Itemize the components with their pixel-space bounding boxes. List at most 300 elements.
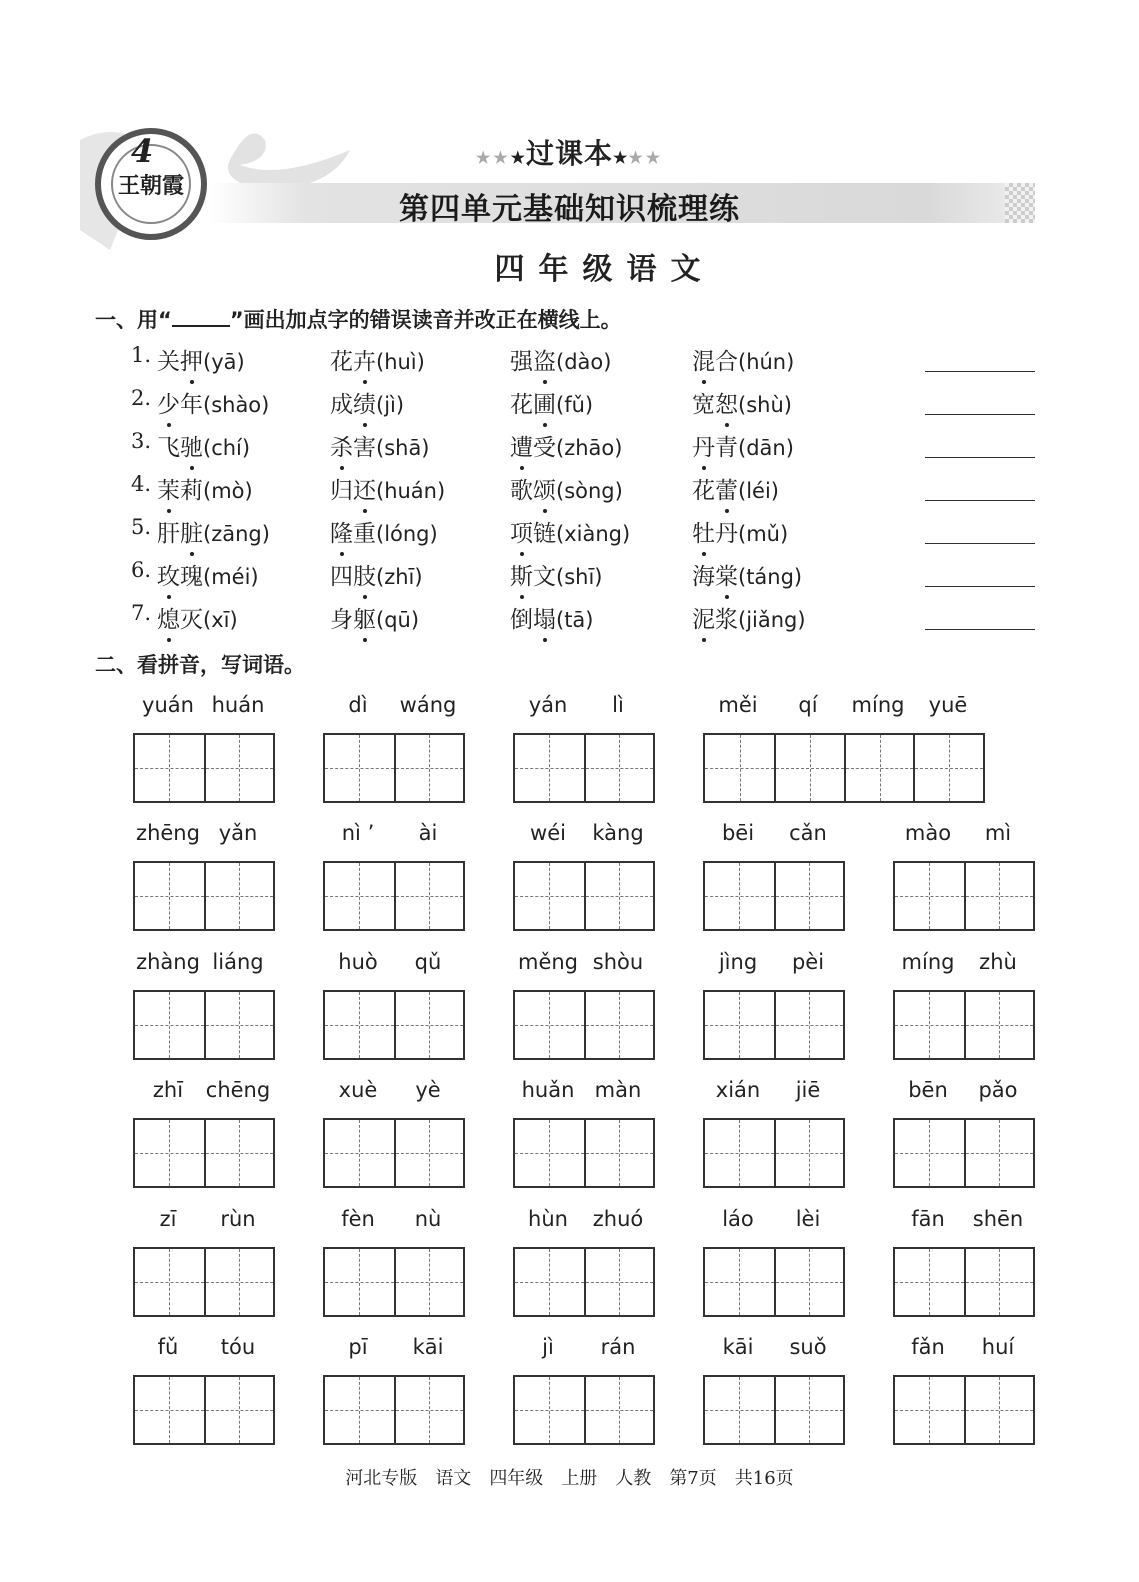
character: 年 [180,392,203,418]
pinyin-syllable: zhēng [136,821,200,846]
pinyin: (yā) [203,350,245,374]
word-item [692,343,794,376]
pinyin-syllable: kāi [722,1335,754,1359]
answer-line[interactable] [925,457,1035,458]
writing-cell[interactable] [325,863,394,929]
writing-grid [513,990,655,1060]
character: 强 [510,349,533,375]
dotted-character: 隆 [330,515,353,548]
writing-cell[interactable] [964,1377,1033,1443]
answer-line[interactable] [925,586,1035,587]
word-item [330,429,430,462]
writing-grid [513,1247,655,1317]
writing-cell[interactable] [705,735,774,801]
pinyin-syllable: chēng [205,1078,271,1103]
writing-grid [703,1375,845,1445]
pinyin-syllable: jìng [718,949,758,974]
writing-grid [893,1118,1035,1188]
writing-cell[interactable] [584,1377,653,1443]
pinyin-label [703,1078,843,1102]
star-icon: ★ [613,148,629,167]
dotted-character: 斯 [510,558,533,591]
pinyin: (táng) [738,565,803,589]
pinyin-syllable: yuán [142,693,194,717]
answer-line[interactable] [925,414,1035,415]
writing-cell[interactable] [515,1249,584,1315]
answer-line[interactable] [925,371,1035,372]
pinyin-label [133,1335,273,1359]
writing-cell[interactable] [394,1377,463,1443]
writing-cell[interactable] [964,1120,1033,1186]
word-item [157,515,270,548]
character: 灭 [180,607,203,633]
writing-cell[interactable] [204,1377,273,1443]
character: 花 [692,478,715,504]
writing-grid [323,733,465,803]
pinyin-syllable: láo [722,1206,754,1231]
pinyin: (shào) [203,393,270,417]
pinyin-syllable: měi [718,693,758,717]
writing-cell[interactable] [515,735,584,801]
writing-grid [323,1375,465,1445]
answer-line[interactable] [925,543,1035,544]
answer-line[interactable] [925,629,1035,630]
heading-prefix: 一、用“ [95,308,172,332]
writing-cell[interactable] [895,1249,964,1315]
character: 文 [533,564,556,590]
writing-cell[interactable] [964,1249,1033,1315]
word-item [692,472,779,505]
pinyin-label [133,1207,273,1231]
pinyin-label [133,950,273,974]
pinyin: (dào) [556,350,612,374]
logo-text: 王朝霞 [111,144,191,224]
dotted-character: 肢 [353,558,376,591]
footer-item: 语文 [435,1468,472,1489]
character: 归 [330,478,353,504]
writing-grid [703,990,845,1060]
pinyin-label [893,1207,1033,1231]
word-item [330,386,404,419]
writing-cell[interactable] [325,1377,394,1443]
word-item [510,515,630,548]
pinyin: (xī) [203,608,238,632]
pinyin: (shù) [738,393,792,417]
writing-grid [323,1118,465,1188]
pinyin: (dān) [738,436,794,460]
writing-cell[interactable] [394,1249,463,1315]
pinyin: (tā) [556,608,594,632]
writing-grid [133,990,275,1060]
pinyin-syllable: huò [338,949,378,974]
dotted-character: 躯 [353,601,376,634]
footer-item: 四年级 [489,1468,544,1489]
star-icon: ★ [510,148,526,167]
pinyin-label [323,821,463,845]
writing-cell[interactable] [394,992,463,1058]
writing-cell[interactable] [394,863,463,929]
writing-cell[interactable] [774,735,844,801]
writing-cell[interactable] [135,863,204,929]
writing-cell[interactable] [584,992,653,1058]
pinyin-syllable: qǔ [414,949,442,974]
question-number: 3. [131,429,152,453]
dotted-character: 遭 [510,429,533,462]
dotted-character: 牡 [692,515,715,548]
word-item [510,472,623,505]
writing-cell[interactable] [515,1377,584,1443]
writing-cell[interactable] [705,863,774,929]
writing-grid [513,861,655,931]
character: 飞 [157,435,180,461]
pinyin: (mò) [203,479,253,503]
writing-cell[interactable] [895,1120,964,1186]
series-number: 4 [131,132,155,170]
word-item [330,601,419,634]
writing-cell[interactable] [135,992,204,1058]
pinyin-syllable: zhuó [592,1206,644,1231]
footer-item: 第7页 [669,1468,717,1489]
page-subtitle: 四年级语文 [494,252,715,287]
dotted-character: 塌 [533,601,556,634]
pinyin: (hún) [738,350,795,374]
writing-grid [893,861,1035,931]
writing-cell[interactable] [204,1120,273,1186]
pinyin-syllable: pī [348,1335,368,1359]
question-number: 7. [131,601,152,625]
writing-cell[interactable] [774,1120,843,1186]
dotted-character: 玫 [157,558,180,591]
writing-grid [703,733,985,803]
word-item [330,343,425,376]
writing-cell[interactable] [844,735,914,801]
pinyin-syllable: nù [414,1206,442,1231]
pinyin: (léi) [738,479,779,503]
pinyin-syllable: yǎn [218,821,258,846]
word-item [692,558,802,591]
dotted-character: 混 [692,343,715,376]
pinyin-label [323,1078,463,1102]
word-item [692,515,788,548]
character: 宽 [692,392,715,418]
word-item [692,386,792,419]
dotted-character: 脏 [180,515,203,548]
pinyin-syllable: fān [911,1206,945,1231]
writing-cell[interactable] [913,735,983,801]
pinyin-syllable: ài [418,821,438,846]
pinyin: (shī) [556,565,603,589]
writing-grid [133,1118,275,1188]
pinyin-syllable: nì ’ [341,821,375,846]
writing-cell[interactable] [325,1120,394,1186]
character: 身 [330,607,353,633]
pinyin: (lóng) [376,522,438,546]
character: 倒 [510,607,533,633]
pinyin: (méi) [203,565,259,589]
dotted-character: 杀 [330,429,353,462]
word-item [510,343,611,376]
character: 四 [330,564,353,590]
pinyin-syllable: yuē [928,693,968,717]
pinyin-label [513,693,653,717]
writing-cell[interactable] [774,1249,843,1315]
word-item [157,472,253,505]
writing-cell[interactable] [774,992,843,1058]
pinyin-syllable: zhàng [136,949,200,974]
pinyin-syllable: jiē [795,1078,821,1103]
pinyin-syllable: màn [594,1078,642,1103]
pinyin-label [703,821,843,845]
character: 青 [715,435,738,461]
writing-grid [893,990,1035,1060]
pinyin: (qū) [376,608,420,632]
writing-cell[interactable] [584,1249,653,1315]
question-number: 6. [131,558,152,582]
pinyin: (sòng) [556,479,623,503]
word-item [330,515,438,548]
pinyin-syllable: shēn [972,1206,1024,1231]
stars-decoration: ★★ [475,148,511,167]
pinyin-syllable: míng [851,693,905,717]
pinyin-syllable: hùn [528,1206,568,1231]
pinyin: (jì) [376,393,405,417]
writing-grid [893,1247,1035,1317]
writing-cell[interactable] [705,1249,774,1315]
character: 成 [330,392,353,418]
pinyin-syllable: rán [600,1335,636,1359]
pinyin-syllable: xuè [338,1078,378,1103]
character: 瑰 [180,564,203,590]
writing-cell[interactable] [584,1120,653,1186]
word-item [510,601,594,634]
pinyin-syllable: liáng [212,949,264,974]
answer-line[interactable] [925,500,1035,501]
pinyin-syllable: dì [348,693,368,717]
word-item [510,386,593,419]
dotted-character: 丹 [692,429,715,462]
character: 重 [353,521,376,547]
word-item [692,601,806,634]
writing-grid [513,1118,655,1188]
writing-cell[interactable] [204,735,273,801]
writing-cell[interactable] [204,1249,273,1315]
writing-cell[interactable] [394,735,463,801]
word-item [510,558,602,591]
question-number: 4. [131,472,152,496]
writing-cell[interactable] [705,992,774,1058]
pinyin-syllable: lèi [795,1206,821,1231]
writing-cell[interactable] [895,863,964,929]
pinyin-label [893,1335,1033,1359]
pinyin-syllable: rùn [220,1206,256,1231]
pinyin: (fǔ) [556,393,594,417]
writing-cell[interactable] [135,1249,204,1315]
word-item [157,601,238,634]
character: 关 [157,349,180,375]
dotted-character: 卉 [353,343,376,376]
pinyin-syllable: fǔ [157,1335,179,1359]
pinyin-syllable: bēi [721,821,755,846]
question-number: 5. [131,515,152,539]
dotted-character: 茉 [157,472,180,505]
pinyin-syllable: jì [542,1335,554,1359]
pinyin: (zāng) [203,522,270,546]
question-number: 2. [131,386,152,410]
writing-cell[interactable] [964,992,1033,1058]
pinyin-label [323,1207,463,1231]
writing-cell[interactable] [584,863,653,929]
word-item [157,429,250,462]
writing-cell[interactable] [325,1249,394,1315]
pinyin-syllable: mì [984,821,1012,846]
pinyin-label [513,1207,653,1231]
footer-item: 上册 [561,1468,598,1489]
dotted-character: 熄 [157,601,180,634]
dotted-character: 蕾 [715,472,738,505]
pinyin-syllable: kàng [592,821,644,846]
word-item [330,472,445,505]
pinyin-label [133,1078,273,1102]
pinyin-syllable: pèi [791,949,825,974]
pinyin: (xiàng) [556,522,631,546]
writing-cell[interactable] [584,735,653,801]
footer-item: 共16页 [734,1468,794,1489]
writing-cell[interactable] [774,863,843,929]
word-item [157,386,269,419]
pinyin-label [513,950,653,974]
pinyin: (zhī) [376,565,423,589]
pinyin-syllable: lì [612,693,624,717]
writing-cell[interactable] [895,1377,964,1443]
character: 歌 [510,478,533,504]
pinyin-syllable: wéi [530,821,566,846]
character: 海 [692,564,715,590]
writing-grid [133,1375,275,1445]
character: 肝 [157,521,180,547]
pinyin-syllable: cǎn [789,821,827,846]
pinyin-label [703,950,843,974]
writing-grid [323,990,465,1060]
stars-decoration: ★★ [628,148,664,167]
pinyin-label [323,693,463,717]
pinyin-syllable: kāi [412,1335,444,1359]
pinyin-label [513,821,653,845]
pinyin-label [893,950,1033,974]
pinyin-label [893,821,1033,845]
word-item [330,558,423,591]
dotted-character: 圃 [533,386,556,419]
pinyin-syllable: zī [159,1206,177,1231]
writing-cell[interactable] [964,863,1033,929]
character: 浆 [715,607,738,633]
pinyin-syllable: mào [904,821,952,846]
writing-cell[interactable] [515,992,584,1058]
dotted-character: 押 [180,343,203,376]
dotted-character: 棠 [715,558,738,591]
pinyin: (chí) [203,436,251,460]
character: 丹 [715,521,738,547]
dotted-character: 恕 [715,386,738,419]
pinyin-syllable: pǎo [978,1078,1018,1103]
writing-cell[interactable] [325,735,394,801]
pinyin-label [893,1078,1033,1102]
pinyin-syllable: yè [415,1078,441,1103]
page-title: 第四单元基础知识梳理练 [399,192,740,227]
dotted-character: 还 [353,472,376,505]
writing-cell[interactable] [135,1377,204,1443]
pinyin-syllable: tóu [220,1335,256,1359]
dotted-character: 驰 [180,429,203,462]
dotted-character: 绩 [353,386,376,419]
writing-grid [703,1118,845,1188]
pinyin-syllable: fèn [341,1206,375,1231]
pinyin-syllable: míng [901,949,955,974]
section2-heading: 二、看拼音，写词语。 [95,653,305,677]
writing-cell[interactable] [394,1120,463,1186]
pinyin: (zhāo) [556,436,623,460]
pinyin-syllable: zhī [152,1078,184,1103]
character: 受 [533,435,556,461]
writing-cell[interactable] [774,1377,843,1443]
pinyin-label [513,1335,653,1359]
dotted-character: 少 [157,386,180,419]
pinyin-syllable: zhù [979,949,1017,974]
pinyin-syllable: fǎn [911,1335,945,1359]
writing-cell[interactable] [135,1120,204,1186]
writing-cell[interactable] [895,992,964,1058]
word-item [157,558,259,591]
writing-grid [513,1375,655,1445]
pinyin-label [323,950,463,974]
footer-item: 人教 [615,1468,652,1489]
writing-cell[interactable] [135,735,204,801]
word-item [510,429,622,462]
pinyin-syllable: yán [528,693,568,717]
pinyin-label [703,1207,843,1231]
writing-grid [133,861,275,931]
pinyin-label [513,1078,653,1102]
pinyin-syllable: bēn [908,1078,948,1103]
writing-cell[interactable] [515,1120,584,1186]
section1-heading [95,304,622,334]
footer-item: 河北专版 [345,1468,418,1489]
writing-cell[interactable] [204,992,273,1058]
word-item [157,343,245,376]
writing-cell[interactable] [705,1120,774,1186]
pinyin-syllable: huán [211,693,265,717]
writing-grid [323,1247,465,1317]
pinyin: (shā) [376,436,430,460]
dotted-character: 盗 [533,343,556,376]
word-item [692,429,794,462]
writing-cell[interactable] [204,863,273,929]
writing-grid [133,733,275,803]
writing-grid [703,1247,845,1317]
writing-cell[interactable] [705,1377,774,1443]
character: 害 [353,435,376,461]
writing-grid [703,861,845,931]
pinyin-syllable: shòu [592,949,644,974]
writing-cell[interactable] [515,863,584,929]
pinyin-syllable: měng [517,949,579,974]
series-text: 过课本 [525,137,613,170]
pinyin-label [133,821,273,845]
writing-grid [133,1247,275,1317]
page-footer [0,1464,1139,1490]
character: 花 [510,392,533,418]
writing-cell[interactable] [325,992,394,1058]
underline-sample [172,309,230,327]
